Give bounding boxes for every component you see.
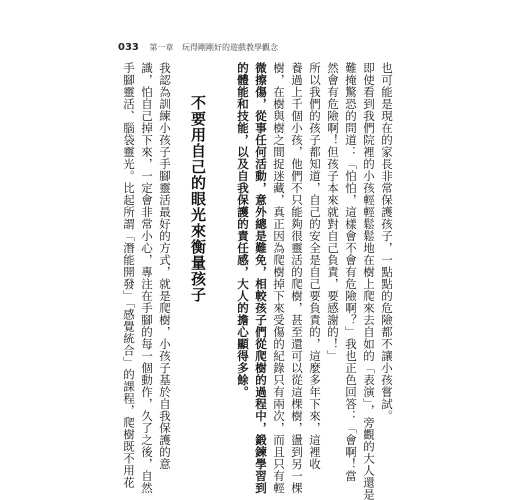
text-column: 所以我們的孩子都知道，自己的安全是自己要負責的，這麼多年下來，這裡收 — [308, 62, 322, 470]
text-column: 識，怕自己掉下來，一定會非常小心，專注在手腳的每一個動作，久了之後，自然 — [140, 62, 154, 494]
section-heading: 不要用自己的眼光來衡量孩子 — [189, 95, 207, 303]
text-column-emphasis: 微擦傷，從事任何活動，意外總是難免，相較孩子們從爬樹的過程中，鍛鍊學習到 — [254, 62, 268, 494]
chapter-label: 第一章 — [149, 43, 174, 52]
text-column-emphasis: 的體能和技能，以及自我保護的責任感，大人的擔心顯得多餘。 — [236, 62, 250, 398]
chapter-title: 玩得剛剛好的遊戲教學觀念 — [181, 43, 278, 52]
text-column: 也可能是現在的家長非常保護孩子，一點點的危險都不讓小孩嘗試。 — [380, 62, 394, 422]
text-column: 樹，在樹與樹之間捉迷藏，真正因為爬樹掉下來受傷的紀錄只有兩次，而且只有輕 — [272, 62, 286, 494]
text-column: 我認為訓練小孩子手腳靈活最好的方式，就是爬樹，小孩子基於自我保護的意 — [158, 62, 172, 470]
page-number: 033 — [118, 42, 139, 53]
running-header — [118, 42, 278, 53]
text-column: 然會有危險啊！但孩子本來就對自己負責，要感謝的！」 — [326, 62, 340, 362]
text-column: 難掩驚恐的問道：「怕怕，這樣會不會有危險啊？」我也正色回答：「會啊！當 — [344, 62, 358, 482]
text-column: 即使看到我們院裡的小孩輕輕鬆鬆地在樹上爬來去自如的「表演」，旁觀的大人還是 — [362, 62, 376, 500]
text-column: 養過上千個小孩，他們不只能夠很靈活的爬樹，甚至還可以從這棵樹，盪到另一棵 — [290, 62, 304, 494]
text-column: 手腳靈活、腦袋靈光。比起所謂「潛能開發」「感覺統合」的課程，爬樹既不用花 — [122, 62, 136, 489]
